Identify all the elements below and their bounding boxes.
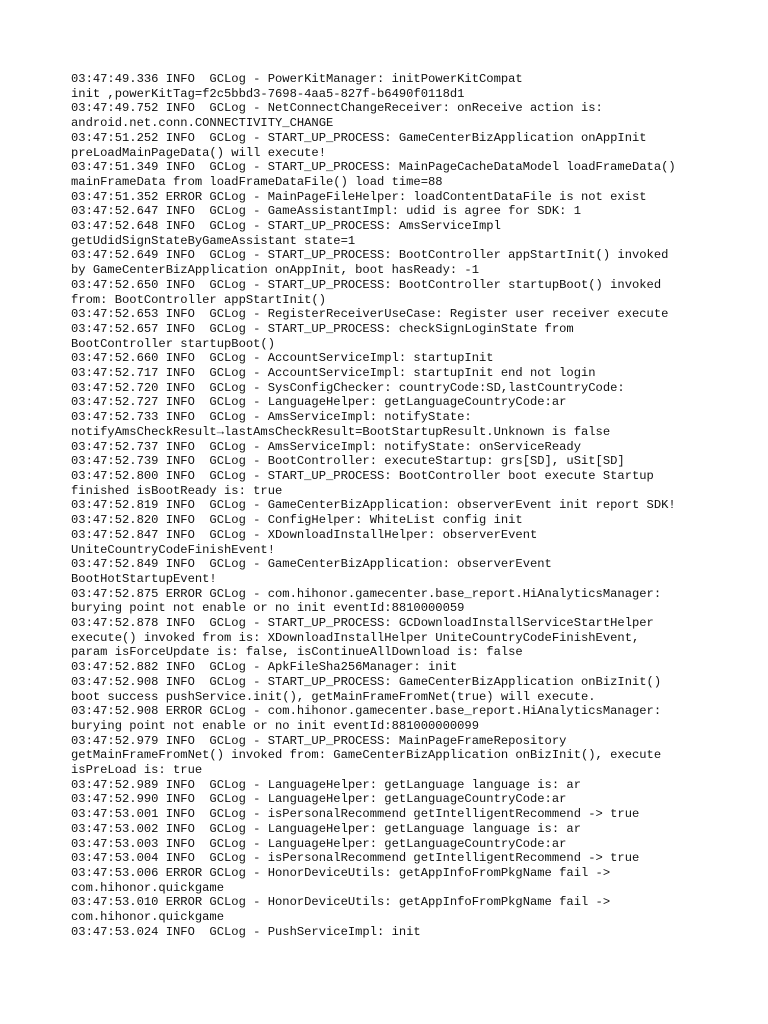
log-line: finished isBootReady is: true xyxy=(71,483,283,498)
log-line: 03:47:52.989 INFO GCLog - LanguageHelper: getLanguage language is: ar xyxy=(71,777,581,792)
log-output xyxy=(71,72,721,939)
log-line: 03:47:52.648 INFO GCLog - START_UP_PROCESS: AmsServiceImpl xyxy=(71,219,501,234)
log-line: 03:47:52.849 INFO GCLog - GameCenterBizApplication: observerEvent xyxy=(71,557,552,572)
log-line: 03:47:52.908 ERROR GCLog - com.hihonor.gamecenter.base_report.HiAnalyticsManager: xyxy=(71,704,662,719)
log-line: burying point not enable or no init eventId:8810000059 xyxy=(71,601,465,616)
log-line: 03:47:52.650 INFO GCLog - START_UP_PROCESS: BootController startupBoot() invoked xyxy=(71,277,662,292)
log-line: 03:47:51.349 INFO GCLog - START_UP_PROCESS: MainPageCacheDataModel loadFrameData() xyxy=(71,160,676,175)
log-line: notifyAmsCheckResult→lastAmsCheckResult=BootStartupResult.Unknown is false xyxy=(71,424,611,439)
log-line: 03:47:52.820 INFO GCLog - ConfigHelper: WhiteList config init xyxy=(71,513,523,528)
log-line: boot success pushService.init(), getMainFrameFromNet(true) will execute. xyxy=(71,689,596,704)
log-line: mainFrameData from loadFrameDataFile() load time=88 xyxy=(71,174,443,189)
log-line: com.hihonor.quickgame xyxy=(71,910,224,925)
log-line: com.hihonor.quickgame xyxy=(71,880,224,895)
log-line: isPreLoad is: true xyxy=(71,763,203,778)
log-line: 03:47:53.006 ERROR GCLog - HonorDeviceUtils: getAppInfoFromPkgName fail -> xyxy=(71,865,611,880)
log-line: 03:47:51.252 INFO GCLog - START_UP_PROCESS: GameCenterBizApplication onAppInit xyxy=(71,130,647,145)
log-line: 03:47:52.660 INFO GCLog - AccountServiceImpl: startupInit xyxy=(71,351,494,366)
document-page xyxy=(71,72,721,939)
log-line: 03:47:49.336 INFO GCLog - PowerKitManager: initPowerKitCompat xyxy=(71,72,523,86)
log-line: 03:47:52.800 INFO GCLog - START_UP_PROCESS: BootController boot execute Startup xyxy=(71,468,654,483)
log-line: 03:47:53.024 INFO GCLog - PushServiceImpl: init xyxy=(71,924,421,939)
log-line: 03:47:53.004 INFO GCLog - isPersonalRecommend getIntelligentRecommend -> true xyxy=(71,851,640,866)
log-line: 03:47:52.737 INFO GCLog - AmsServiceImpl: notifyState: onServiceReady xyxy=(71,439,581,454)
log-line: 03:47:52.990 INFO GCLog - LanguageHelper: getLanguageCountryCode:ar xyxy=(71,792,567,807)
log-line: by GameCenterBizApplication onAppInit, boot hasReady: -1 xyxy=(71,263,479,278)
log-line: 03:47:52.882 INFO GCLog - ApkFileSha256Manager: init xyxy=(71,660,458,675)
log-line: getUdidSignStateByGameAssistant state=1 xyxy=(71,233,356,248)
log-line: 03:47:52.717 INFO GCLog - AccountServiceImpl: startupInit end not login xyxy=(71,366,596,381)
log-line: UniteCountryCodeFinishEvent! xyxy=(71,542,275,557)
log-line: 03:47:52.720 INFO GCLog - SysConfigChecker: countryCode:SD,lastCountryCode: xyxy=(71,380,625,395)
log-line: 03:47:53.010 ERROR GCLog - HonorDeviceUtils: getAppInfoFromPkgName fail -> xyxy=(71,895,611,910)
log-line: burying point not enable or no init eventId:881000000099 xyxy=(71,718,479,733)
log-line: from: BootController appStartInit() xyxy=(71,292,326,307)
log-line: 03:47:52.653 INFO GCLog - RegisterReceiverUseCase: Register user receiver execute xyxy=(71,307,669,322)
log-line: 03:47:52.819 INFO GCLog - GameCenterBizApplication: observerEvent init report SDK! xyxy=(71,498,676,513)
log-line: 03:47:52.878 INFO GCLog - START_UP_PROCESS: GCDownloadInstallServiceStartHelper xyxy=(71,616,654,631)
log-line: preLoadMainPageData() will execute! xyxy=(71,145,326,160)
log-line: 03:47:53.002 INFO GCLog - LanguageHelper: getLanguage language is: ar xyxy=(71,821,581,836)
log-line: 03:47:52.979 INFO GCLog - START_UP_PROCESS: MainPageFrameRepository xyxy=(71,733,567,748)
log-line: 03:47:53.001 INFO GCLog - isPersonalRecommend getIntelligentRecommend -> true xyxy=(71,807,640,822)
log-line: execute() invoked from is: XDownloadInstallHelper UniteCountryCodeFinishEvent, xyxy=(71,630,640,645)
log-line: 03:47:52.908 INFO GCLog - START_UP_PROCESS: GameCenterBizApplication onBizInit() xyxy=(71,674,662,689)
log-line: 03:47:52.733 INFO GCLog - AmsServiceImpl: notifyState: xyxy=(71,410,472,425)
log-line: android.net.conn.CONNECTIVITY_CHANGE xyxy=(71,116,334,131)
log-line: 03:47:51.352 ERROR GCLog - MainPageFileHelper: loadContentDataFile is not exist xyxy=(71,189,647,204)
log-line: getMainFrameFromNet() invoked from: GameCenterBizApplication onBizInit(), execute xyxy=(71,748,662,763)
log-line: 03:47:53.003 INFO GCLog - LanguageHelper: getLanguageCountryCode:ar xyxy=(71,836,567,851)
log-line: 03:47:52.739 INFO GCLog - BootController: executeStartup: grs[SD], uSit[SD] xyxy=(71,454,625,469)
log-line: 03:47:52.727 INFO GCLog - LanguageHelper: getLanguageCountryCode:ar xyxy=(71,395,567,410)
log-line: 03:47:52.649 INFO GCLog - START_UP_PROCESS: BootController appStartInit() invoked xyxy=(71,248,669,263)
log-line: BootHotStartupEvent! xyxy=(71,571,217,586)
log-line: 03:47:49.752 INFO GCLog - NetConnectChangeReceiver: onReceive action is: xyxy=(71,101,603,116)
log-line: BootController startupBoot() xyxy=(71,336,275,351)
log-line: 03:47:52.657 INFO GCLog - START_UP_PROCESS: checkSignLoginState from xyxy=(71,321,574,336)
log-line: init ,powerKitTag=f2c5bbd3-7698-4aa5-827f-b6490f0118d1 xyxy=(71,86,465,101)
log-line: param isForceUpdate is: false, isContinueAllDownload is: false xyxy=(71,645,523,660)
log-line: 03:47:52.875 ERROR GCLog - com.hihonor.gamecenter.base_report.HiAnalyticsManager: xyxy=(71,586,662,601)
log-line: 03:47:52.647 INFO GCLog - GameAssistantImpl: udid is agree for SDK: 1 xyxy=(71,204,581,219)
log-line: 03:47:52.847 INFO GCLog - XDownloadInstallHelper: observerEvent xyxy=(71,527,538,542)
